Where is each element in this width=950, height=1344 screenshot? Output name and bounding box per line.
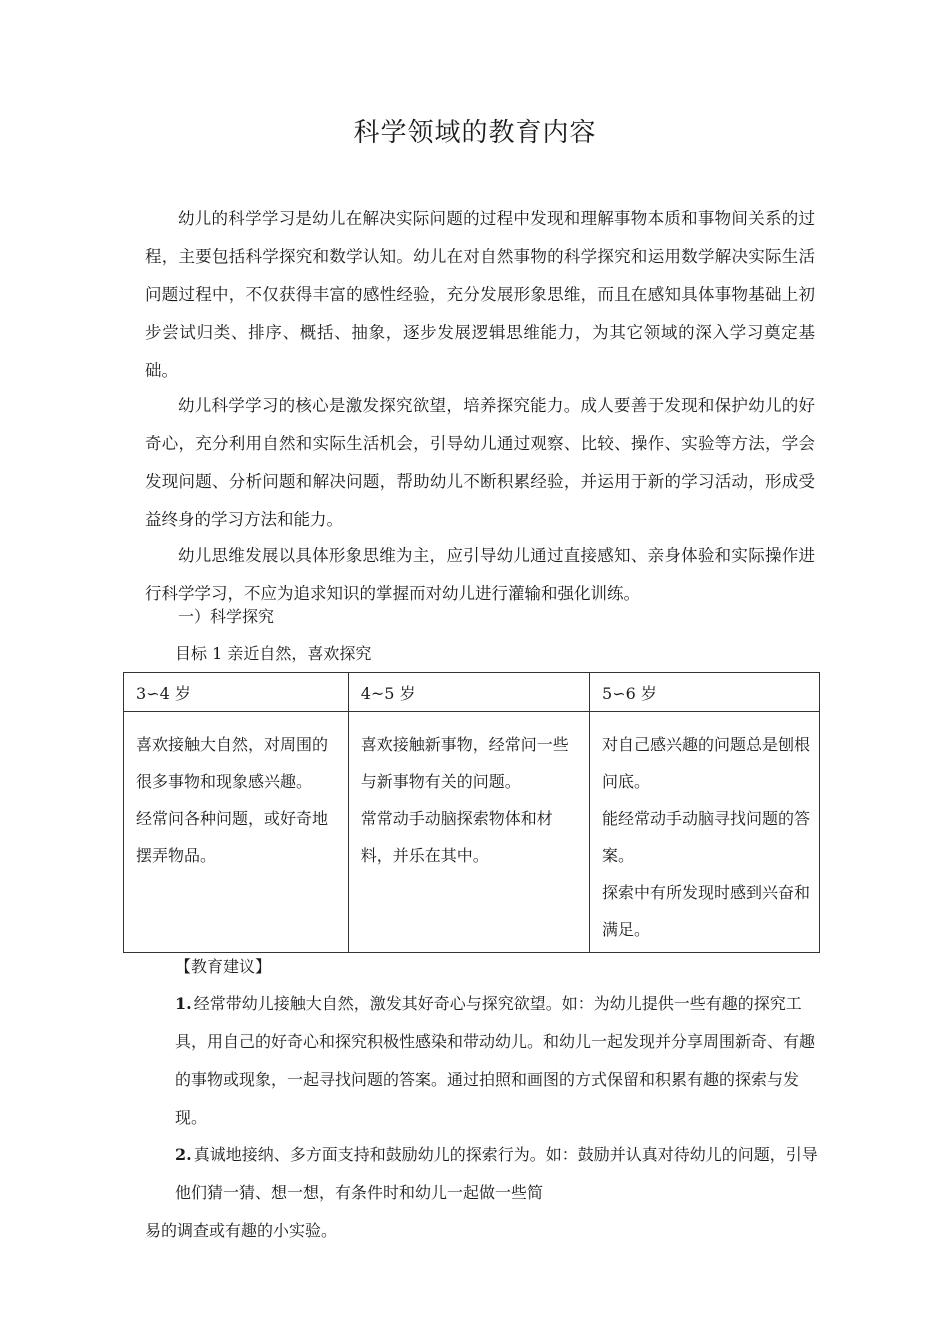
table-cell-age-4-5	[348, 712, 589, 953]
cell-text: 喜欢接触新事物，经常问一些与新事物有关的问题。	[360, 735, 569, 791]
cell-text: 常常动手动脑探索物体和材料，并乐在其中。	[360, 809, 553, 865]
cell-text: 探索中有所发现时感到兴奋和满足。	[602, 883, 811, 939]
advice-number: 1.	[175, 994, 192, 1013]
advice-item-1	[175, 985, 820, 1137]
advice-text: 真诚地接纳、多方面支持和鼓励幼儿的探索行为。如：鼓励并认真对待幼儿的问题，引导他们猜一猜、想一想，有条件时和幼儿一起做一些简	[175, 1145, 818, 1202]
table-cell-age-5-6	[590, 712, 820, 953]
table-header-age-4-5: 4~5 岁	[348, 673, 589, 712]
advice-heading: 【教育建议】	[175, 957, 272, 976]
advice-number: 2.	[175, 1145, 192, 1164]
section-heading: 一）科学探究	[178, 607, 275, 626]
table-header-row	[124, 673, 820, 712]
intro-paragraph-2: 幼儿科学学习的核心是激发探究欲望，培养探究能力。成人要善于发现和保护幼儿的好奇心，充分利用自然和实际生活机会，引导幼儿通过观察、比较、操作、实验等方法，学会发现问题、分析问题和解决问题，帮助幼儿不断积累经验，并运用于新的学习活动，形成受益终身的学习方法和能力。	[145, 395, 815, 529]
page-title: 科学领域的教育内容	[353, 118, 597, 148]
intro-paragraph-1: 幼儿的科学学习是幼儿在解决实际问题的过程中发现和理解事物本质和事物间关系的过程，主要包括科学探究和数学认知。幼儿在对自然事物的科学探究和运用数学解决实际生活问题过程中，不仅获得丰富的感性经验，充分发展形象思维，而且在感知具体事物基础上初步尝试归类、排序、概括、抽象，逐步发展逻辑思维能力，为其它领域的深入学习奠定基础。	[145, 208, 815, 380]
advice-item-2	[175, 1136, 820, 1212]
intro-paragraph-3: 幼儿思维发展以具体形象思维为主，应引导幼儿通过直接感知、亲身体验和实际操作进行科学学习，不应为追求知识的掌握而对幼儿进行灌输和强化训练。	[145, 545, 815, 603]
table-row	[124, 712, 820, 953]
goal-heading: 目标 1 亲近自然，喜欢探究	[175, 644, 372, 663]
cell-text: 能经常动手动脑寻找问题的答案。	[602, 809, 811, 865]
cell-text: 经常问各种问题，或好奇地摆弄物品。	[136, 809, 329, 865]
table-cell-age-3-4	[124, 712, 349, 953]
table-header-age-5-6: 5∽6 岁	[590, 673, 820, 712]
cell-text: 喜欢接触大自然，对周围的很多事物和现象感兴趣。	[136, 735, 329, 791]
advice-text: 经常带幼儿接触大自然，激发其好奇心与探究欲望。如：为幼儿提供一些有趣的探究工具，用自己的好奇心和探究积极性感染和带动幼儿。和幼儿一起发现并分享周围新奇、有趣的事物或现象，一起寻找问题的答案。通过拍照和画图的方式保留和积累有趣的探索与发现。	[175, 994, 816, 1127]
table-header-age-3-4: 3∽4 岁	[124, 673, 349, 712]
cell-text: 对自己感兴趣的问题总是刨根问底。	[602, 735, 811, 791]
advice-continuation: 易的调查或有趣的小实验。	[145, 1221, 338, 1240]
goal-table	[123, 672, 820, 953]
